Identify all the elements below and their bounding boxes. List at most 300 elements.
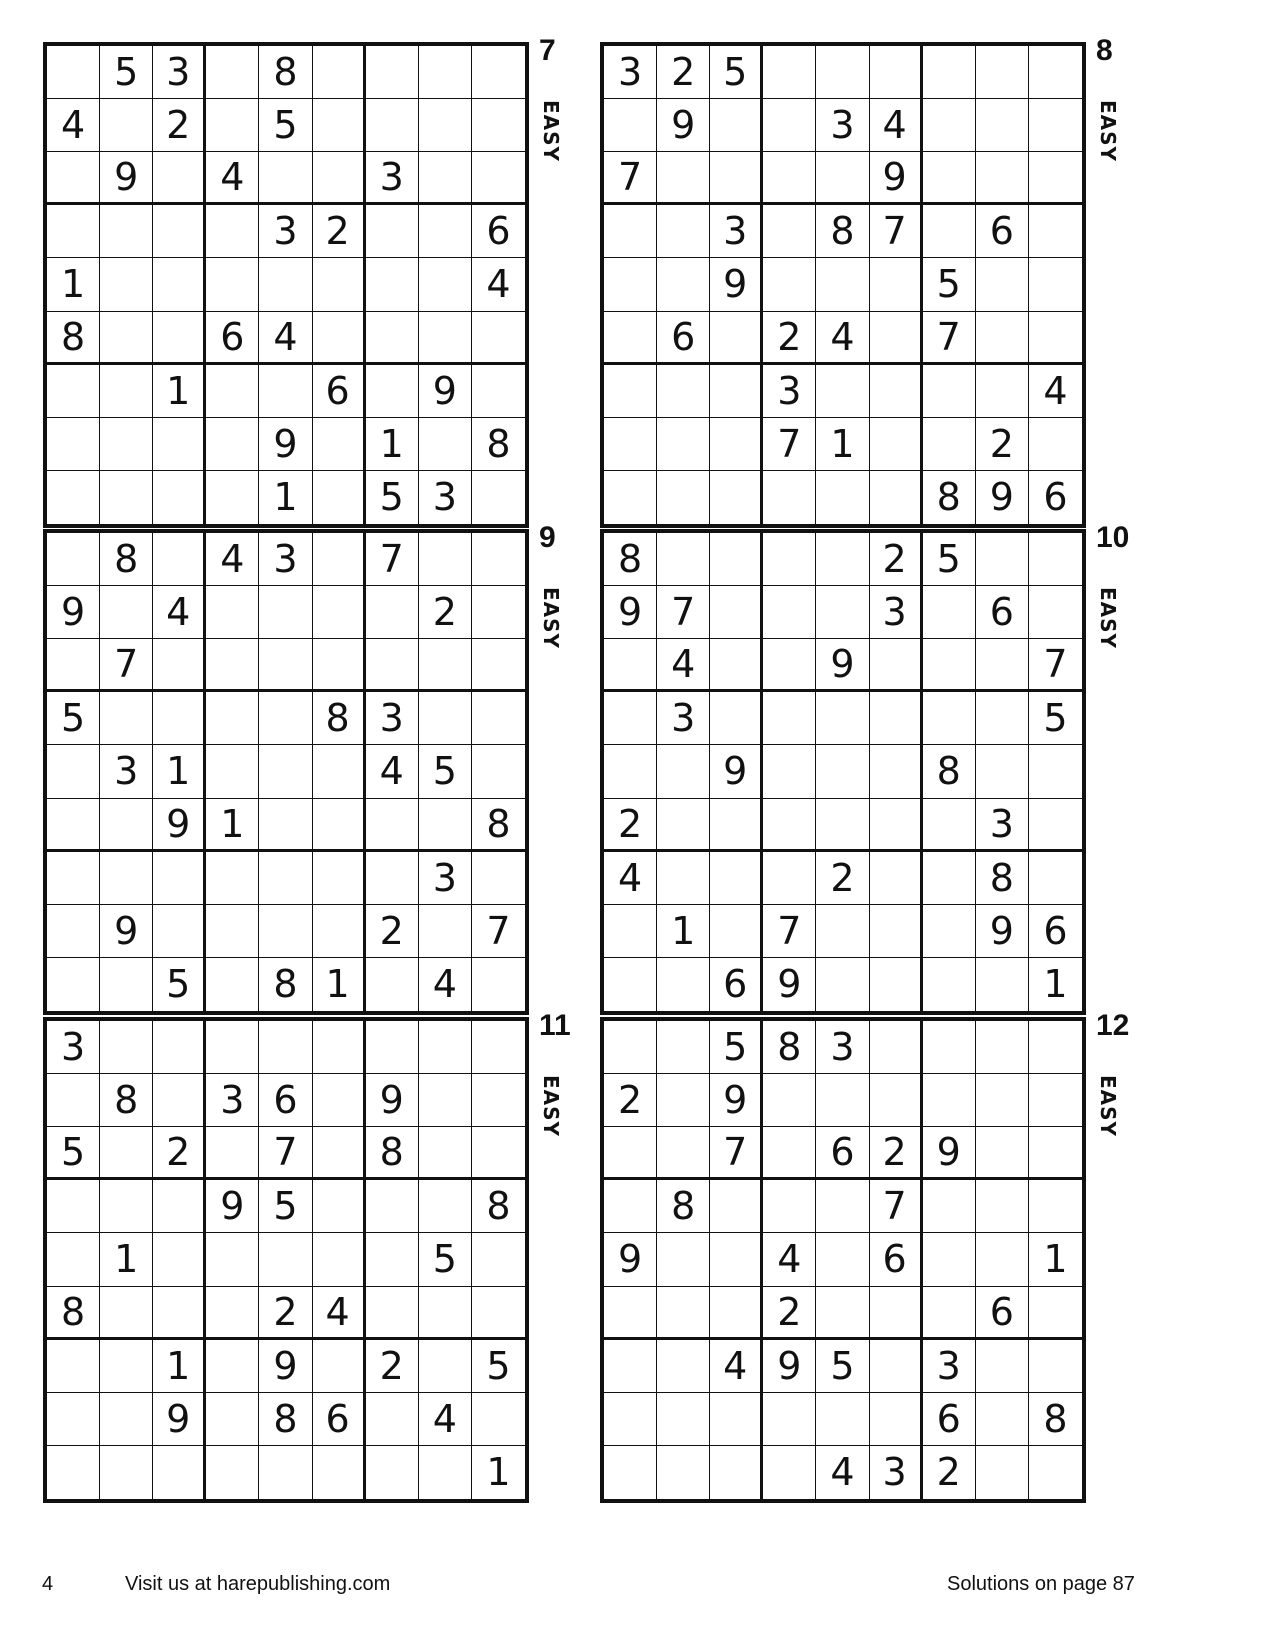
sudoku-cell[interactable]: 4 <box>47 99 100 152</box>
sudoku-cell[interactable]: 9 <box>710 1074 763 1127</box>
sudoku-cell[interactable] <box>47 799 100 852</box>
sudoku-cell[interactable] <box>366 1233 419 1286</box>
sudoku-cell[interactable] <box>206 205 259 258</box>
sudoku-cell[interactable]: 6 <box>206 312 259 365</box>
sudoku-cell[interactable] <box>870 471 923 524</box>
sudoku-cell[interactable] <box>47 905 100 958</box>
sudoku-cell[interactable]: 8 <box>259 958 312 1011</box>
sudoku-cell[interactable] <box>976 152 1029 205</box>
sudoku-cell[interactable] <box>313 799 366 852</box>
sudoku-cell[interactable] <box>206 365 259 418</box>
sudoku-cell[interactable]: 5 <box>100 46 153 99</box>
sudoku-cell[interactable]: 1 <box>366 418 419 471</box>
sudoku-cell[interactable] <box>604 639 657 692</box>
sudoku-cell[interactable] <box>1029 1340 1082 1393</box>
sudoku-cell[interactable]: 3 <box>976 799 1029 852</box>
sudoku-cell[interactable] <box>259 258 312 311</box>
sudoku-cell[interactable] <box>259 365 312 418</box>
sudoku-cell[interactable] <box>206 745 259 798</box>
sudoku-cell[interactable] <box>313 152 366 205</box>
sudoku-cell[interactable] <box>259 152 312 205</box>
sudoku-cell[interactable] <box>604 365 657 418</box>
sudoku-cell[interactable]: 4 <box>816 312 869 365</box>
sudoku-cell[interactable] <box>870 418 923 471</box>
sudoku-cell[interactable] <box>604 1021 657 1074</box>
sudoku-cell[interactable] <box>923 852 976 905</box>
sudoku-cell[interactable] <box>419 1127 472 1180</box>
sudoku-cell[interactable]: 8 <box>1029 1393 1082 1446</box>
sudoku-cell[interactable] <box>366 639 419 692</box>
sudoku-cell[interactable]: 2 <box>923 1446 976 1499</box>
sudoku-cell[interactable] <box>816 46 869 99</box>
sudoku-cell[interactable] <box>657 1021 710 1074</box>
sudoku-cell[interactable]: 4 <box>1029 365 1082 418</box>
sudoku-cell[interactable] <box>366 799 419 852</box>
sudoku-cell[interactable] <box>100 1287 153 1340</box>
sudoku-cell[interactable] <box>763 258 816 311</box>
sudoku-cell[interactable] <box>153 1446 206 1499</box>
sudoku-cell[interactable]: 6 <box>472 205 525 258</box>
sudoku-cell[interactable] <box>710 905 763 958</box>
sudoku-cell[interactable] <box>259 852 312 905</box>
sudoku-cell[interactable] <box>472 1233 525 1286</box>
sudoku-cell[interactable] <box>816 152 869 205</box>
sudoku-cell[interactable] <box>472 692 525 745</box>
sudoku-cell[interactable] <box>313 533 366 586</box>
sudoku-cell[interactable] <box>657 745 710 798</box>
sudoku-cell[interactable] <box>604 905 657 958</box>
sudoku-cell[interactable] <box>47 1074 100 1127</box>
sudoku-cell[interactable]: 8 <box>47 1287 100 1340</box>
sudoku-cell[interactable]: 5 <box>419 1233 472 1286</box>
sudoku-cell[interactable]: 7 <box>472 905 525 958</box>
sudoku-cell[interactable] <box>100 1393 153 1446</box>
sudoku-cell[interactable] <box>976 312 1029 365</box>
sudoku-cell[interactable] <box>419 1446 472 1499</box>
sudoku-cell[interactable] <box>100 312 153 365</box>
sudoku-cell[interactable] <box>47 1233 100 1286</box>
sudoku-cell[interactable] <box>657 1233 710 1286</box>
sudoku-cell[interactable] <box>153 152 206 205</box>
sudoku-cell[interactable]: 3 <box>259 533 312 586</box>
sudoku-cell[interactable] <box>816 799 869 852</box>
sudoku-cell[interactable] <box>313 258 366 311</box>
sudoku-cell[interactable]: 3 <box>100 745 153 798</box>
sudoku-cell[interactable] <box>976 958 1029 1011</box>
sudoku-cell[interactable] <box>710 365 763 418</box>
sudoku-cell[interactable] <box>153 1180 206 1233</box>
sudoku-cell[interactable] <box>313 1021 366 1074</box>
sudoku-cell[interactable] <box>976 1393 1029 1446</box>
sudoku-cell[interactable]: 4 <box>419 1393 472 1446</box>
sudoku-cell[interactable]: 5 <box>419 745 472 798</box>
sudoku-cell[interactable] <box>47 46 100 99</box>
sudoku-cell[interactable]: 4 <box>419 958 472 1011</box>
sudoku-cell[interactable] <box>366 312 419 365</box>
sudoku-cell[interactable] <box>419 312 472 365</box>
sudoku-cell[interactable] <box>419 799 472 852</box>
sudoku-cell[interactable]: 9 <box>100 905 153 958</box>
sudoku-cell[interactable] <box>604 205 657 258</box>
sudoku-cell[interactable]: 9 <box>976 905 1029 958</box>
sudoku-cell[interactable] <box>710 471 763 524</box>
sudoku-cell[interactable] <box>47 1180 100 1233</box>
sudoku-cell[interactable]: 9 <box>47 586 100 639</box>
sudoku-cell[interactable] <box>47 365 100 418</box>
sudoku-cell[interactable] <box>366 1393 419 1446</box>
sudoku-cell[interactable] <box>816 1287 869 1340</box>
sudoku-cell[interactable]: 3 <box>657 692 710 745</box>
sudoku-cell[interactable]: 6 <box>976 586 1029 639</box>
sudoku-cell[interactable] <box>1029 205 1082 258</box>
sudoku-cell[interactable]: 7 <box>763 905 816 958</box>
sudoku-cell[interactable] <box>710 1393 763 1446</box>
sudoku-cell[interactable] <box>1029 1180 1082 1233</box>
sudoku-cell[interactable] <box>816 745 869 798</box>
sudoku-cell[interactable] <box>100 1446 153 1499</box>
sudoku-cell[interactable]: 3 <box>153 46 206 99</box>
sudoku-cell[interactable] <box>419 905 472 958</box>
sudoku-cell[interactable] <box>763 1446 816 1499</box>
sudoku-cell[interactable]: 2 <box>604 799 657 852</box>
sudoku-cell[interactable]: 6 <box>1043 475 1068 520</box>
sudoku-cell[interactable] <box>976 1340 1029 1393</box>
sudoku-cell[interactable] <box>1029 312 1082 365</box>
sudoku-cell[interactable] <box>313 852 366 905</box>
sudoku-cell[interactable]: 3 <box>710 205 763 258</box>
sudoku-cell[interactable] <box>870 745 923 798</box>
sudoku-cell[interactable] <box>206 99 259 152</box>
sudoku-cell[interactable]: 5 <box>47 1127 100 1180</box>
sudoku-cell[interactable]: 2 <box>419 586 472 639</box>
sudoku-cell[interactable] <box>870 958 923 1011</box>
sudoku-cell[interactable] <box>313 312 366 365</box>
sudoku-cell[interactable] <box>657 1127 710 1180</box>
sudoku-cell[interactable] <box>206 46 259 99</box>
sudoku-cell[interactable]: 1 <box>1043 962 1068 1007</box>
sudoku-cell[interactable]: 1 <box>100 1233 153 1286</box>
sudoku-cell[interactable] <box>710 1233 763 1286</box>
sudoku-cell[interactable] <box>604 1180 657 1233</box>
sudoku-cell[interactable]: 8 <box>313 692 366 745</box>
sudoku-cell[interactable] <box>923 1021 976 1074</box>
sudoku-cell[interactable] <box>923 586 976 639</box>
sudoku-cell[interactable]: 6 <box>313 365 366 418</box>
sudoku-cell[interactable] <box>710 533 763 586</box>
sudoku-cell[interactable]: 7 <box>923 312 976 365</box>
sudoku-cell[interactable] <box>366 1180 419 1233</box>
sudoku-cell[interactable] <box>604 1393 657 1446</box>
sudoku-cell[interactable] <box>100 852 153 905</box>
sudoku-cell[interactable] <box>153 1233 206 1286</box>
sudoku-cell[interactable] <box>870 365 923 418</box>
sudoku-cell[interactable] <box>1029 152 1082 205</box>
sudoku-cell[interactable] <box>313 1233 366 1286</box>
sudoku-cell[interactable] <box>153 905 206 958</box>
sudoku-cell[interactable] <box>153 205 206 258</box>
sudoku-cell[interactable] <box>870 258 923 311</box>
sudoku-cell[interactable] <box>870 852 923 905</box>
sudoku-cell[interactable] <box>100 365 153 418</box>
sudoku-cell[interactable]: 5 <box>923 258 976 311</box>
sudoku-cell[interactable] <box>923 905 976 958</box>
sudoku-cell[interactable] <box>472 1393 525 1446</box>
sudoku-cell[interactable]: 2 <box>870 533 923 586</box>
sudoku-cell[interactable] <box>976 1180 1029 1233</box>
sudoku-cell[interactable] <box>313 586 366 639</box>
sudoku-cell[interactable] <box>870 639 923 692</box>
sudoku-cell[interactable]: 6 <box>870 1233 923 1286</box>
sudoku-cell[interactable] <box>816 1180 869 1233</box>
sudoku-cell[interactable]: 5 <box>153 958 206 1011</box>
sudoku-cell[interactable] <box>206 1233 259 1286</box>
sudoku-cell[interactable]: 1 <box>153 745 206 798</box>
sudoku-cell[interactable] <box>870 1021 923 1074</box>
sudoku-cell[interactable] <box>47 418 100 471</box>
sudoku-cell[interactable] <box>366 46 419 99</box>
sudoku-cell[interactable] <box>419 1074 472 1127</box>
sudoku-cell[interactable]: 9 <box>710 258 763 311</box>
sudoku-cell[interactable]: 1 <box>657 905 710 958</box>
sudoku-cell[interactable] <box>976 1074 1029 1127</box>
sudoku-cell[interactable] <box>206 905 259 958</box>
sudoku-cell[interactable] <box>763 533 816 586</box>
sudoku-cell[interactable] <box>206 958 259 1011</box>
sudoku-cell[interactable] <box>657 1074 710 1127</box>
sudoku-cell[interactable] <box>604 692 657 745</box>
sudoku-cell[interactable] <box>100 799 153 852</box>
sudoku-cell[interactable] <box>313 1446 366 1499</box>
sudoku-cell[interactable] <box>47 471 100 524</box>
sudoku-cell[interactable] <box>1029 586 1082 639</box>
sudoku-cell[interactable]: 9 <box>100 152 153 205</box>
sudoku-cell[interactable] <box>206 258 259 311</box>
sudoku-cell[interactable] <box>657 258 710 311</box>
sudoku-cell[interactable] <box>1029 799 1082 852</box>
sudoku-cell[interactable] <box>259 639 312 692</box>
sudoku-cell[interactable]: 2 <box>763 1287 816 1340</box>
sudoku-cell[interactable] <box>472 586 525 639</box>
sudoku-cell[interactable]: 5 <box>472 1340 525 1393</box>
sudoku-cell[interactable] <box>206 639 259 692</box>
sudoku-cell[interactable] <box>472 1021 525 1074</box>
sudoku-cell[interactable] <box>870 1340 923 1393</box>
sudoku-cell[interactable] <box>657 958 710 1011</box>
sudoku-cell[interactable]: 8 <box>923 471 976 524</box>
sudoku-cell[interactable] <box>153 1074 206 1127</box>
sudoku-cell[interactable] <box>923 418 976 471</box>
sudoku-cell[interactable] <box>153 533 206 586</box>
sudoku-cell[interactable]: 9 <box>153 1393 206 1446</box>
sudoku-cell[interactable] <box>976 745 1029 798</box>
sudoku-cell[interactable] <box>657 1446 710 1499</box>
sudoku-cell[interactable]: 2 <box>976 418 1029 471</box>
sudoku-cell[interactable] <box>259 1233 312 1286</box>
sudoku-cell[interactable]: 9 <box>710 745 763 798</box>
sudoku-cell[interactable] <box>47 1446 100 1499</box>
sudoku-cell[interactable] <box>1029 99 1082 152</box>
sudoku-cell[interactable] <box>47 205 100 258</box>
sudoku-cell[interactable] <box>419 533 472 586</box>
sudoku-cell[interactable] <box>47 958 100 1011</box>
sudoku-cell[interactable] <box>816 958 869 1011</box>
sudoku-cell[interactable]: 9 <box>763 958 816 1011</box>
sudoku-cell[interactable] <box>472 152 525 205</box>
sudoku-cell[interactable]: 4 <box>816 1446 869 1499</box>
sudoku-cell[interactable]: 1 <box>153 365 206 418</box>
sudoku-cell[interactable] <box>604 958 657 1011</box>
sudoku-cell[interactable] <box>472 1287 525 1340</box>
sudoku-cell[interactable] <box>1029 258 1082 311</box>
sudoku-cell[interactable]: 4 <box>472 258 525 311</box>
sudoku-cell[interactable] <box>313 905 366 958</box>
sudoku-cell[interactable]: 7 <box>1029 639 1082 692</box>
sudoku-cell[interactable]: 2 <box>604 1074 657 1127</box>
sudoku-cell[interactable]: 3 <box>366 152 419 205</box>
sudoku-cell[interactable]: 5 <box>816 1340 869 1393</box>
sudoku-cell[interactable]: 8 <box>259 46 312 99</box>
sudoku-cell[interactable]: 3 <box>604 46 657 99</box>
sudoku-cell[interactable] <box>763 471 816 524</box>
sudoku-cell[interactable] <box>923 799 976 852</box>
sudoku-cell[interactable] <box>47 533 100 586</box>
sudoku-cell[interactable] <box>1029 1287 1082 1340</box>
sudoku-cell[interactable] <box>923 365 976 418</box>
sudoku-cell[interactable] <box>976 1127 1029 1180</box>
sudoku-cell[interactable] <box>604 1446 657 1499</box>
sudoku-cell[interactable] <box>100 471 153 524</box>
sudoku-cell[interactable] <box>816 586 869 639</box>
sudoku-cell[interactable] <box>870 46 923 99</box>
sudoku-cell[interactable] <box>100 1021 153 1074</box>
sudoku-cell[interactable] <box>976 692 1029 745</box>
sudoku-cell[interactable] <box>100 418 153 471</box>
sudoku-cell[interactable]: 3 <box>870 586 923 639</box>
sudoku-cell[interactable]: 4 <box>153 586 206 639</box>
sudoku-cell[interactable] <box>153 1287 206 1340</box>
sudoku-cell[interactable] <box>313 745 366 798</box>
sudoku-cell[interactable]: 6 <box>923 1393 976 1446</box>
sudoku-cell[interactable]: 3 <box>870 1446 923 1499</box>
sudoku-cell[interactable] <box>472 99 525 152</box>
sudoku-cell[interactable] <box>870 1287 923 1340</box>
sudoku-cell[interactable] <box>976 99 1029 152</box>
sudoku-cell[interactable]: 6 <box>313 1393 366 1446</box>
sudoku-cell[interactable] <box>763 99 816 152</box>
sudoku-cell[interactable] <box>816 365 869 418</box>
sudoku-cell[interactable] <box>923 46 976 99</box>
sudoku-cell[interactable]: 3 <box>763 365 816 418</box>
sudoku-cell[interactable]: 3 <box>419 471 472 524</box>
sudoku-cell[interactable] <box>657 1393 710 1446</box>
sudoku-cell[interactable]: 3 <box>923 1340 976 1393</box>
sudoku-cell[interactable] <box>472 745 525 798</box>
sudoku-cell[interactable] <box>206 471 259 524</box>
sudoku-cell[interactable]: 4 <box>604 852 657 905</box>
sudoku-cell[interactable] <box>710 799 763 852</box>
sudoku-cell[interactable] <box>1029 418 1082 471</box>
sudoku-cell[interactable] <box>763 692 816 745</box>
sudoku-cell[interactable]: 8 <box>100 1074 153 1127</box>
sudoku-cell[interactable]: 8 <box>816 205 869 258</box>
sudoku-cell[interactable] <box>710 418 763 471</box>
sudoku-cell[interactable]: 7 <box>259 1127 312 1180</box>
sudoku-cell[interactable]: 2 <box>153 99 206 152</box>
sudoku-cell[interactable] <box>763 852 816 905</box>
sudoku-cell[interactable] <box>923 99 976 152</box>
sudoku-cell[interactable] <box>604 1287 657 1340</box>
sudoku-cell[interactable]: 2 <box>763 312 816 365</box>
sudoku-cell[interactable]: 8 <box>472 418 525 471</box>
sudoku-cell[interactable] <box>419 692 472 745</box>
sudoku-cell[interactable]: 1 <box>313 958 366 1011</box>
sudoku-cell[interactable] <box>47 852 100 905</box>
sudoku-cell[interactable] <box>604 418 657 471</box>
sudoku-cell[interactable]: 1 <box>259 471 312 524</box>
sudoku-cell[interactable] <box>816 471 869 524</box>
sudoku-cell[interactable] <box>419 1021 472 1074</box>
sudoku-cell[interactable]: 8 <box>472 1180 525 1233</box>
sudoku-cell[interactable] <box>604 312 657 365</box>
sudoku-cell[interactable] <box>657 1340 710 1393</box>
sudoku-cell[interactable] <box>763 46 816 99</box>
sudoku-cell[interactable]: 9 <box>657 99 710 152</box>
sudoku-cell[interactable] <box>313 1127 366 1180</box>
sudoku-cell[interactable]: 9 <box>976 471 1029 524</box>
sudoku-cell[interactable]: 1 <box>47 258 100 311</box>
sudoku-cell[interactable] <box>259 1446 312 1499</box>
sudoku-cell[interactable]: 3 <box>816 1021 869 1074</box>
sudoku-cell[interactable] <box>976 533 1029 586</box>
sudoku-cell[interactable] <box>816 905 869 958</box>
sudoku-cell[interactable]: 4 <box>206 533 259 586</box>
sudoku-cell[interactable]: 3 <box>419 852 472 905</box>
sudoku-cell[interactable] <box>763 1393 816 1446</box>
sudoku-cell[interactable] <box>366 1287 419 1340</box>
sudoku-cell[interactable] <box>366 1021 419 1074</box>
sudoku-cell[interactable] <box>763 1180 816 1233</box>
sudoku-cell[interactable]: 3 <box>206 1074 259 1127</box>
sudoku-cell[interactable] <box>923 1074 976 1127</box>
sudoku-cell[interactable] <box>153 418 206 471</box>
sudoku-cell[interactable]: 1 <box>816 418 869 471</box>
sudoku-cell[interactable] <box>816 258 869 311</box>
sudoku-cell[interactable]: 2 <box>259 1287 312 1340</box>
sudoku-cell[interactable] <box>604 99 657 152</box>
sudoku-cell[interactable] <box>47 152 100 205</box>
sudoku-cell[interactable] <box>419 1340 472 1393</box>
sudoku-cell[interactable] <box>923 152 976 205</box>
sudoku-cell[interactable] <box>976 258 1029 311</box>
sudoku-cell[interactable] <box>870 312 923 365</box>
sudoku-cell[interactable] <box>472 46 525 99</box>
sudoku-cell[interactable]: 9 <box>604 586 657 639</box>
sudoku-cell[interactable] <box>604 745 657 798</box>
sudoku-cell[interactable] <box>1029 745 1082 798</box>
sudoku-cell[interactable] <box>870 1074 923 1127</box>
sudoku-cell[interactable] <box>366 258 419 311</box>
sudoku-cell[interactable]: 1 <box>153 1340 206 1393</box>
sudoku-cell[interactable]: 4 <box>206 152 259 205</box>
sudoku-cell[interactable] <box>1029 1021 1082 1074</box>
sudoku-cell[interactable] <box>816 1233 869 1286</box>
sudoku-cell[interactable]: 9 <box>604 1233 657 1286</box>
sudoku-cell[interactable]: 2 <box>366 1340 419 1393</box>
sudoku-cell[interactable] <box>870 799 923 852</box>
sudoku-cell[interactable] <box>1029 852 1082 905</box>
sudoku-cell[interactable] <box>870 905 923 958</box>
sudoku-cell[interactable]: 2 <box>313 205 366 258</box>
